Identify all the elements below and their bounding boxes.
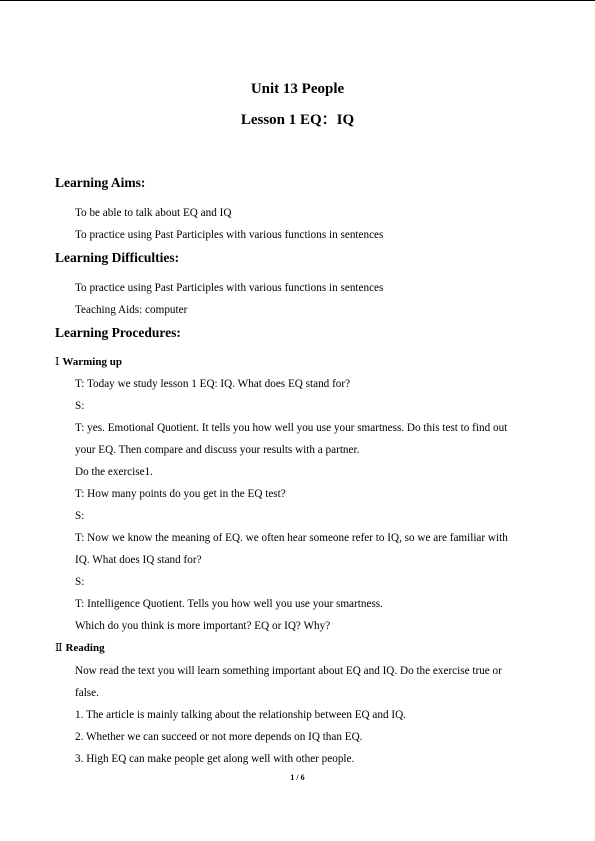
dialogue-line: T: Today we study lesson 1 EQ: IQ. What does EQ stand for? <box>75 378 351 390</box>
dialogue-line: Do the exercise1. <box>75 466 153 478</box>
dialogue-line: T: yes. Emotional Quotient. It tells you how well you use your smartness. Do this test to find out <box>75 422 508 434</box>
dialogue-line: T: Intelligence Quotient. Tells you how well you use your smartness. <box>75 598 383 610</box>
reading-line: 2. Whether we can succeed or not more depends on IQ than EQ. <box>75 731 363 743</box>
dialogue-line: your EQ. Then compare and discuss your results with a partner. <box>75 444 360 456</box>
dialogue-line: S: <box>75 576 85 588</box>
reading-line: false. <box>75 687 99 699</box>
dialogue-line: S: <box>75 400 85 412</box>
section-number: Ⅰ <box>55 356 60 368</box>
reading-heading <box>55 641 105 655</box>
difficulty-item: To practice using Past Participles with various functions in sentences <box>75 282 384 294</box>
learning-difficulties-heading: Learning Difficulties: <box>55 250 180 265</box>
reading-line: 1. The article is mainly talking about the relationship between EQ and IQ. <box>75 709 406 721</box>
unit-title: Unit 13 People <box>250 81 345 97</box>
dialogue-line: IQ. What does IQ stand for? <box>75 554 202 566</box>
dialogue-line: T: Now we know the meaning of EQ. we often hear someone refer to IQ, so we are familiar with <box>75 532 508 544</box>
learning-aims-heading: Learning Aims: <box>55 175 146 190</box>
section-title: Reading <box>65 642 105 654</box>
page-number: 1 / 6 <box>290 773 305 782</box>
difficulty-item: Teaching Aids: computer <box>75 304 188 316</box>
learning-procedures-heading: Learning Procedures: <box>55 325 181 340</box>
reading-line: 3. High EQ can make people get along well with other people. <box>75 753 355 765</box>
dialogue-line: S: <box>75 510 85 522</box>
section-number: Ⅱ <box>55 642 63 654</box>
reading-line: Now read the text you will learn something important about EQ and IQ. Do the exercise true or <box>75 665 502 677</box>
dialogue-line: T: How many points do you get in the EQ test? <box>75 488 286 500</box>
aim-item: To be able to talk about EQ and IQ <box>75 207 232 219</box>
warming-up-heading <box>55 355 122 369</box>
lesson-title: Lesson 1 EQ：IQ <box>240 112 355 128</box>
aim-item: To practice using Past Participles with various functions in sentences <box>75 229 384 241</box>
dialogue-line: Which do you think is more important? EQ or IQ? Why? <box>75 620 331 632</box>
top-rule <box>0 0 595 1</box>
section-title: Warming up <box>62 356 122 368</box>
